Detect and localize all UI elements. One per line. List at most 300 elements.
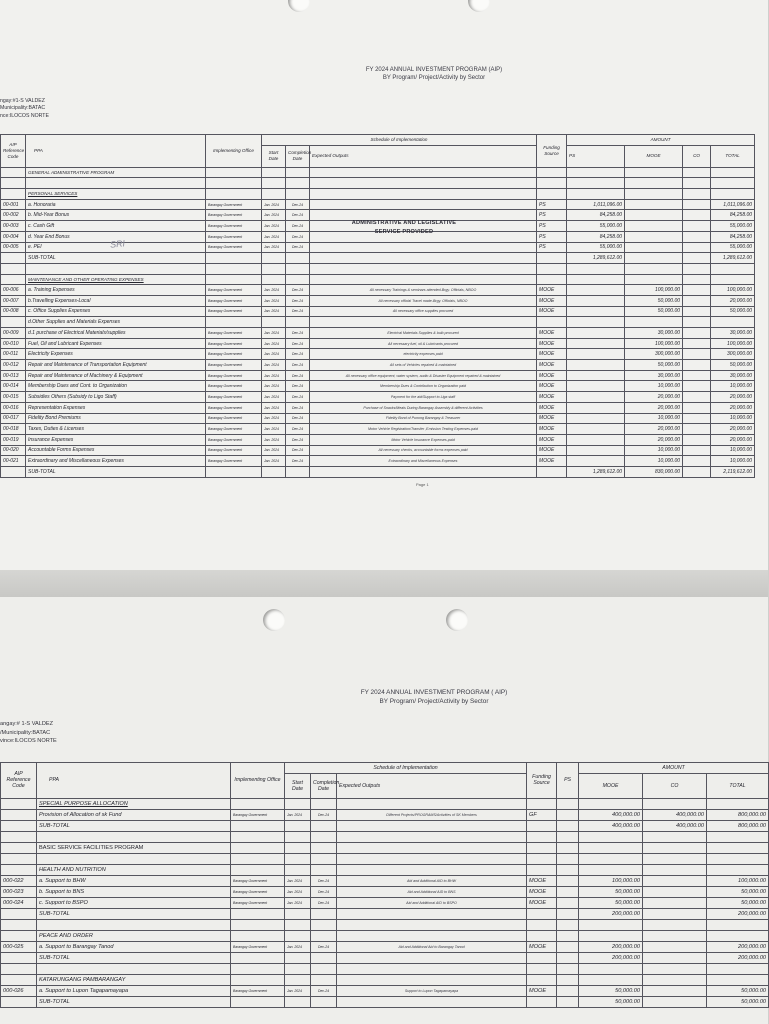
table-row: [1, 295, 755, 306]
cell-end: Dec-24: [286, 210, 310, 221]
cell-ppa: Repair and Maintenance of Machinery & Equipment: [26, 370, 206, 381]
barangay-label: angay:# 1-S VALDEZ: [0, 721, 54, 727]
cell-end: Dec-24: [286, 434, 310, 445]
cell-total: 100,000.00: [707, 875, 769, 886]
table-row: [1, 199, 755, 210]
section-label: GENERAL ADMINISTRATIVE PROGRAM: [26, 167, 206, 178]
cell-fund: MOOE: [527, 875, 557, 886]
cell-ppa: a. Support to Lupon Tagapamayapa: [37, 985, 231, 996]
table-row: [1, 349, 755, 360]
cell-ppa: Accountable Forms Expenses: [26, 445, 206, 456]
aip-table-body-cont: [1, 908, 769, 1007]
cell-end: Dec-24: [286, 370, 310, 381]
cell-total: 50,000.00: [711, 360, 755, 371]
cell-ppa: b. Mid-Year Bonus: [26, 210, 206, 221]
punch-hole: [288, 0, 310, 12]
header-mooe: MOOE: [625, 145, 683, 167]
header-completion-date: Completion Date: [286, 145, 310, 167]
table-row: [1, 285, 755, 296]
cell-fund: MOOE: [537, 285, 567, 296]
header-office: Implementing Office: [206, 135, 262, 168]
cell-mooe: 20,000.00: [625, 434, 683, 445]
subtotal-co: 400,000.00: [643, 820, 707, 831]
page-number: Page 1: [416, 482, 429, 487]
cell-office: Barangay Government: [231, 886, 285, 897]
cell-ppa: Repair and Maintenance of Transportation Equipment: [26, 360, 206, 371]
cell-total: 10,000.00: [711, 381, 755, 392]
cell-fund: MOOE: [537, 445, 567, 456]
cell-mooe: 50,000.00: [625, 295, 683, 306]
cell-total: 50,000.00: [707, 985, 769, 996]
cell-office: Barangay Government: [231, 941, 285, 952]
cell-out: All sets of Vehicles repaired & maintained: [310, 360, 537, 371]
cell-start: Jan. 2024: [262, 381, 286, 392]
cell-start: Jan. 2024: [285, 809, 311, 820]
section-label: BASIC SERVICE FACILITIES PROGRAM: [37, 842, 231, 853]
section-row: [1, 974, 769, 985]
cell-end: Dec-24: [286, 349, 310, 360]
cell-start: Jan. 2024: [262, 445, 286, 456]
cell-total: 20,000.00: [711, 392, 755, 403]
document-title-block: [0, 688, 768, 706]
cell-ps: 55,000.00: [567, 221, 625, 232]
cell-total: 50,000.00: [711, 306, 755, 317]
barangay-label: ngay:#1-S VALDEZ: [0, 98, 45, 104]
subtotal-ps: 1,289,612.00: [567, 466, 625, 477]
cell-start: Jan. 2024: [262, 210, 286, 221]
cell-code: 000-024: [1, 897, 37, 908]
cell-start: Jan. 2024: [285, 897, 311, 908]
location-block: [0, 98, 49, 120]
cell-out: All necessary Trainings & seminars attended-Brgy. Officials, NBOO: [310, 285, 537, 296]
cell-start: Jan. 2024: [262, 328, 286, 339]
cell-end: Dec-24: [286, 424, 310, 435]
cell-office: Barangay Government: [206, 413, 262, 424]
cell-mooe: 100,000.00: [625, 338, 683, 349]
document-title: FY 2024 ANNUAL INVESTMENT PROGRAM (AIP): [365, 67, 503, 73]
cell-mooe: 400,000.00: [579, 809, 643, 820]
subtotal-total: 200,000.00: [707, 908, 769, 919]
cell-mooe: [625, 317, 683, 328]
cell-mooe: 10,000.00: [625, 445, 683, 456]
cell-end: Dec-24: [286, 306, 310, 317]
cell-total: 30,000.00: [711, 370, 755, 381]
cell-mooe: 10,000.00: [625, 381, 683, 392]
table-row: [1, 338, 755, 349]
cell-code: 00-005: [1, 242, 26, 253]
cell-office: Barangay Government: [206, 242, 262, 253]
subtotal-row: [1, 253, 755, 264]
cell-office: Barangay Government: [206, 328, 262, 339]
header-total: TOTAL: [707, 773, 769, 798]
cell-code: 000-023: [1, 886, 37, 897]
cell-fund: MOOE: [537, 306, 567, 317]
aip-table-page-1: [0, 134, 755, 478]
cell-ps: 84,258.00: [567, 210, 625, 221]
cell-office: Barangay Government: [231, 897, 285, 908]
cell-out: Aid and Additional AID to BHW: [337, 875, 527, 886]
cell-total: 20,000.00: [711, 402, 755, 413]
cell-fund: MOOE: [537, 413, 567, 424]
cell-start: Jan. 2024: [262, 360, 286, 371]
section-label: KATARUNGANG PAMBARANGAY: [37, 974, 231, 985]
cell-start: Jan. 2024: [262, 370, 286, 381]
header-office: Implementing Office: [231, 763, 285, 799]
subtotal-label: SUB-TOTAL: [37, 908, 231, 919]
cell-office: Barangay Government: [206, 381, 262, 392]
cell-office: Barangay Government: [231, 985, 285, 996]
cell-code: 00-007: [1, 295, 26, 306]
aip-table-page-2: [0, 762, 769, 1008]
cell-out: Motor Vehicle Insurance Expenses-paid: [310, 434, 537, 445]
cell-fund: MOOE: [527, 886, 557, 897]
header-mooe: MOOE: [579, 773, 643, 798]
cell-office: Barangay Government: [206, 392, 262, 403]
subtotal-label: SUB-TOTAL: [26, 466, 206, 477]
cell-office: Barangay Government: [206, 424, 262, 435]
cell-fund: MOOE: [537, 349, 567, 360]
mooe-rows: [1, 285, 755, 467]
table-row: [1, 941, 769, 952]
cell-end: Dec-24: [311, 875, 337, 886]
aip-table-body: [1, 798, 769, 875]
cell-code: 00-019: [1, 434, 26, 445]
cell-ppa: d.1 purchase of Electrical Materials/supplies: [26, 328, 206, 339]
section-row: [1, 274, 755, 285]
subtotal-row: [1, 952, 769, 963]
cell-out: All necessary office equipment, water system, audio & Disaster Equipment repaired & maintained: [310, 370, 537, 381]
header-ps: PS: [567, 145, 625, 167]
cell-mooe: 300,000.00: [625, 349, 683, 360]
subtotal-ps: 1,289,612.00: [567, 253, 625, 264]
cell-code: 000-025: [1, 941, 37, 952]
cell-office: Barangay Government: [206, 360, 262, 371]
cell-fund: MOOE: [537, 360, 567, 371]
cell-fund: MOOE: [537, 424, 567, 435]
cell-mooe: 100,000.00: [625, 285, 683, 296]
cell-start: Jan. 2024: [285, 886, 311, 897]
header-amount: AMOUNT: [567, 135, 755, 146]
cell-ppa: Representation Expenses: [26, 402, 206, 413]
cell-mooe: 30,000.00: [625, 328, 683, 339]
cell-total: 50,000.00: [707, 897, 769, 908]
blank-row: [1, 919, 769, 930]
cell-end: Dec-24: [286, 338, 310, 349]
cell-office: Barangay Government: [206, 456, 262, 467]
cell-end: Dec-24: [286, 402, 310, 413]
cell-fund: MOOE: [537, 381, 567, 392]
cell-end: Dec-24: [286, 445, 310, 456]
cell-ppa: c. Office Supplies Expenses: [26, 306, 206, 317]
subtotal-mooe: 50,000.00: [579, 996, 643, 1007]
cell-end: Dec-24: [286, 295, 310, 306]
cell-office: Barangay Government: [206, 338, 262, 349]
cell-fund: MOOE: [537, 370, 567, 381]
subtotal-row: [1, 820, 769, 831]
cell-ppa: d. Year End Bonus: [26, 231, 206, 242]
cell-end: Dec-24: [286, 456, 310, 467]
page-separator: [0, 570, 768, 597]
cell-total: 30,000.00: [711, 328, 755, 339]
cell-office: Barangay Government: [206, 370, 262, 381]
header-co: CO: [643, 773, 707, 798]
subtotal-total: 800,000.00: [707, 820, 769, 831]
subtotal-row: [1, 908, 769, 919]
cell-code: 00-017: [1, 413, 26, 424]
cell-end: Dec-24: [311, 897, 337, 908]
cell-fund: MOOE: [527, 941, 557, 952]
cell-code: 00-020: [1, 445, 26, 456]
subtotal-label: SUB-TOTAL: [37, 820, 231, 831]
cell-total: 10,000.00: [711, 413, 755, 424]
cell-ps: 55,000.00: [567, 242, 625, 253]
header-co: CO: [683, 145, 711, 167]
document-subtitle: BY Program/ Project/Activity by Sector: [382, 75, 486, 81]
cell-office: Barangay Government: [206, 295, 262, 306]
cell-ppa: Membership Dues and Cont. to Organization: [26, 381, 206, 392]
subtotal-total: 2,119,612.00: [711, 466, 755, 477]
punch-hole: [446, 609, 468, 631]
location-block: [0, 720, 57, 746]
cell-end: Dec-24: [311, 809, 337, 820]
cell-start: Jan. 2024: [262, 199, 286, 210]
cell-out: All necessary checks, accountable forms expenses paid: [310, 445, 537, 456]
section-label: PEACE AND ORDER: [37, 930, 231, 941]
table-row: [1, 985, 769, 996]
cell-end: Dec-24: [286, 413, 310, 424]
cell-end: Dec-24: [286, 221, 310, 232]
municipality-label: /Municipality:BATAC: [0, 729, 51, 736]
cell-end: Dec-24: [286, 381, 310, 392]
subtotal-mooe: 200,000.00: [579, 952, 643, 963]
cell-office: Barangay Government: [206, 221, 262, 232]
cell-office: Barangay Government: [206, 402, 262, 413]
cell-end: Dec-24: [286, 392, 310, 403]
section-label: SPECIAL PURPOSE ALLOCATION: [37, 798, 231, 809]
document-page-2: [0, 597, 768, 1024]
punch-hole: [468, 0, 490, 12]
admin-output-label: [296, 219, 512, 237]
cell-fund: [537, 317, 567, 328]
cell-end: Dec-24: [286, 242, 310, 253]
cell-total: 55,000.00: [711, 242, 755, 253]
cell-fund: GF: [527, 809, 557, 820]
header-amount: AMOUNT: [579, 763, 769, 774]
cell-fund: PS: [537, 242, 567, 253]
cell-start: Jan. 2024: [262, 295, 286, 306]
subtotal-mooe: 400,000.00: [579, 820, 643, 831]
cell-out: electricity expenses paid: [310, 349, 537, 360]
cell-code: 00-012: [1, 360, 26, 371]
cell-mooe: 100,000.00: [579, 875, 643, 886]
cell-total: [711, 317, 755, 328]
table-row: [1, 886, 769, 897]
cell-start: Jan. 2024: [285, 985, 311, 996]
cell-out: Fidelity Bond of Punong Barangay & Treasurer: [310, 413, 537, 424]
table-row: [1, 381, 755, 392]
cell-mooe: 20,000.00: [625, 424, 683, 435]
cell-ppa: a. Honoraria: [26, 199, 206, 210]
cell-fund: MOOE: [537, 338, 567, 349]
cell-code: 00-021: [1, 456, 26, 467]
cell-office: Barangay Government: [231, 875, 285, 886]
mooe-subtotal-body: [1, 466, 755, 477]
cell-ppa: Subsidies Others (Subsidy to Ligo Staff): [26, 392, 206, 403]
cell-end: Dec-24: [311, 985, 337, 996]
cell-office: Barangay Government: [206, 231, 262, 242]
subtotal-mooe: 830,000.00: [625, 466, 683, 477]
cell-office: Barangay Government: [206, 199, 262, 210]
cell-code: [1, 317, 26, 328]
cell-out: Payment for the aid/Support to Liga staff: [310, 392, 537, 403]
cell-start: Jan. 2024: [262, 402, 286, 413]
header-start-date: Start Date: [285, 773, 311, 798]
cell-mooe: 20,000.00: [625, 392, 683, 403]
header-aip-ref: AIP Reference Code: [1, 135, 26, 168]
cell-end: Dec-24: [286, 199, 310, 210]
cell-start: Jan. 2024: [285, 941, 311, 952]
cell-total: 200,000.00: [707, 941, 769, 952]
table-row: [1, 413, 755, 424]
cell-out: Membership Dues & Contribution to Organization paid: [310, 381, 537, 392]
cell-ppa: c. Support to BSPO: [37, 897, 231, 908]
table-row: [1, 456, 755, 467]
header-expected-outputs: Expected Outputs: [337, 773, 527, 798]
municipality-label: Municipality:BATAC: [0, 105, 46, 112]
cell-code: 00-014: [1, 381, 26, 392]
table-row: [1, 875, 769, 886]
cell-ppa: d.Other Supplies and Materials Expenses: [26, 317, 206, 328]
cell-mooe: 50,000.00: [579, 897, 643, 908]
health-rows: [1, 875, 769, 908]
cell-ppa: Provision of Allocation of sk Fund: [37, 809, 231, 820]
cell-mooe: 50,000.00: [579, 985, 643, 996]
province-label: nce:ILOCOS NORTE: [0, 112, 49, 119]
cell-out: Aid and Additional AID to BNS: [337, 886, 527, 897]
cell-code: 00-013: [1, 370, 26, 381]
cell-total: 20,000.00: [711, 295, 755, 306]
cell-end: Dec-24: [286, 285, 310, 296]
section-row: [1, 798, 769, 809]
cell-start: [262, 317, 286, 328]
section-label: MAINTENANCE AND OTHER OPERATING EXPENSES: [26, 274, 206, 285]
header-funding: Funding Source: [527, 763, 557, 799]
cell-total: 84,258.00: [711, 231, 755, 242]
cell-office: Barangay Government: [206, 210, 262, 221]
cell-office: Barangay Government: [206, 285, 262, 296]
cell-mooe: 10,000.00: [625, 413, 683, 424]
cell-out: All necessary office supplies procured: [310, 306, 537, 317]
cell-ppa: Fidelity Bond Premiums: [26, 413, 206, 424]
cell-start: Jan. 2024: [262, 424, 286, 435]
cell-fund: MOOE: [537, 402, 567, 413]
cell-ps: 1,011,096.00: [567, 199, 625, 210]
cell-start: Jan. 2024: [262, 338, 286, 349]
cell-code: 00-001: [1, 199, 26, 210]
cell-total: 100,000.00: [711, 338, 755, 349]
cell-out: Motor Vehicle Registration/Transfer ,Emission Testing Expenses-paid: [310, 424, 537, 435]
cell-end: Dec-24: [286, 328, 310, 339]
cell-total: 55,000.00: [711, 221, 755, 232]
table-row: [1, 897, 769, 908]
cell-start: Jan. 2024: [285, 875, 311, 886]
document-title-block: [0, 66, 768, 82]
cell-total: 100,000.00: [711, 285, 755, 296]
cell-total: 20,000.00: [711, 424, 755, 435]
admin-output-line: ADMINISTRATIVE AND LEGISLATIVE: [351, 220, 457, 226]
cell-output: Different Projects/PROGRAMS/Activities of SK Members: [337, 809, 527, 820]
cell-code: 000-026: [1, 985, 37, 996]
cell-mooe: 50,000.00: [625, 360, 683, 371]
document-title: FY 2024 ANNUAL INVESTMENT PROGRAM ( AIP): [360, 689, 508, 696]
cell-office: Barangay Government: [231, 809, 285, 820]
cell-start: Jan. 2024: [262, 456, 286, 467]
cell-code: 00-006: [1, 285, 26, 296]
table-row: [1, 392, 755, 403]
cell-total: 50,000.00: [707, 886, 769, 897]
subtotal-label: SUB-TOTAL: [37, 996, 231, 1007]
cell-total: 800,000.00: [707, 809, 769, 820]
cell-mooe: 10,000.00: [625, 456, 683, 467]
cell-end: Dec-24: [286, 231, 310, 242]
section-label: HEALTH AND NUTRITION: [37, 864, 231, 875]
cell-fund: PS: [537, 210, 567, 221]
cell-ppa: a. Support to BHW: [37, 875, 231, 886]
cell-fund: MOOE: [537, 456, 567, 467]
cell-output: Support to Lupon Tagapamayapa: [337, 985, 527, 996]
cell-ppa: Fuel, Oil and Lubricant Expenses: [26, 338, 206, 349]
header-start-date: Start Date: [262, 145, 286, 167]
cell-ppa: a. Training Expenses: [26, 285, 206, 296]
blank-row: [1, 963, 769, 974]
cell-end: Dec-24: [286, 360, 310, 371]
header-aip-ref: AIP Reference Code: [1, 763, 37, 799]
cell-fund: MOOE: [537, 295, 567, 306]
cell-fund: PS: [537, 221, 567, 232]
header-ps: PS: [557, 763, 579, 799]
cell-start: Jan. 2024: [262, 242, 286, 253]
cell-ppa: Insurance Expenses: [26, 434, 206, 445]
cell-fund: PS: [537, 231, 567, 242]
blank-row: [1, 853, 769, 864]
subtotal-mooe: 200,000.00: [579, 908, 643, 919]
cell-start: Jan. 2024: [262, 434, 286, 445]
header-schedule: Schedule of Implementation: [285, 763, 527, 774]
cell-office: Barangay Government: [206, 349, 262, 360]
cell-out: Aid and Additional AID to BSPO: [337, 897, 527, 908]
table-row: [1, 434, 755, 445]
cell-office: Barangay Government: [206, 434, 262, 445]
header-expected-outputs: Expected Outputs: [310, 145, 537, 167]
cell-ppa: Taxes, Duties & Licenses: [26, 424, 206, 435]
section-row: [1, 864, 769, 875]
cell-code: 00-004: [1, 231, 26, 242]
table-row: [1, 360, 755, 371]
cell-out: [310, 317, 537, 328]
subtotal-row: [1, 996, 769, 1007]
table-row: [1, 317, 755, 328]
cell-ppa: a. Support to Barangay Tanod: [37, 941, 231, 952]
handwritten-note: SRI: [109, 238, 126, 250]
cell-total: 20,000.00: [711, 434, 755, 445]
cell-code: 00-008: [1, 306, 26, 317]
cell-start: Jan. 2024: [262, 221, 286, 232]
cell-code: 00-002: [1, 210, 26, 221]
cell-fund: MOOE: [527, 985, 557, 996]
table-row: [1, 402, 755, 413]
header-funding: Funding Source: [537, 135, 567, 168]
cell-start: Jan. 2024: [262, 413, 286, 424]
